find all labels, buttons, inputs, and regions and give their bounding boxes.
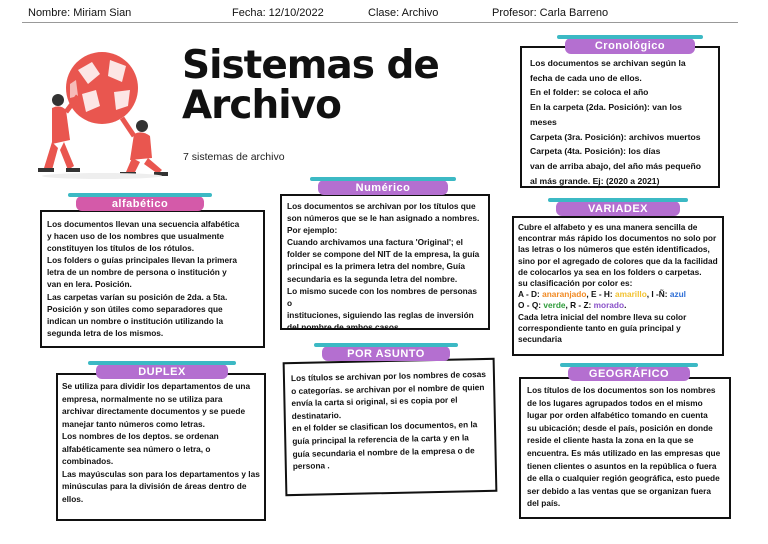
por-asunto-line: en el folder se clasifican los documentos, en la [291,419,478,434]
duplex-line: empresa, normalmente no se utiliza para [62,393,223,404]
por-asunto-tag: POR ASUNTO [322,346,450,361]
por-asunto-card [283,358,498,496]
brush-stroke [314,343,458,347]
duplex-line: Las mayúsculas son para los departamentos y las [62,468,260,479]
duplex-line: minúsculas para la división de áreas dentro de [62,481,247,491]
variadex-line: encontrar más rápido los documentos no solo por [518,233,717,244]
por-asunto-line: persona . [292,460,330,472]
alfabetico-line: letra de un nombre de persona o institución y [47,267,227,278]
cronologico-line: van de arriba abajo, del año más pequeño [530,160,701,171]
brush-stroke [310,177,456,181]
variadex-line: correspondiente tanto en guía principal y [518,322,681,333]
cronologico-text [530,56,710,188]
variadex-line: sino por el agregado de colores que da la facilidad [518,255,718,266]
numerico-line: del nombre de ambos casos. [287,321,401,332]
cronologico-line: En la carpeta (2da. Posición): van los [530,102,682,113]
por-asunto-line: Los títulos se archivan por los nombres de cosas [290,368,487,384]
numerico-line: Por ejemplo: [287,225,338,236]
cronologico-line: Carpeta (3ra. Posición): archivos muertos [530,131,701,142]
por-asunto-text [291,368,489,473]
geografico-line: Los títulos de los documentos son los nombres [527,385,716,395]
numerico-line: Los documentos se archivan por los títulos que [287,201,476,211]
alfabetico-line: Las carpetas varían su posición de 2da. a 5ta. [47,291,228,302]
numerico-line: Lo mismo sucede con los nombres de personas o [287,285,477,308]
geografico-line: ser debido a las ventas que se organizan fuera [527,485,711,496]
por-asunto-line: guía principal la referencia de la carta y en la [292,432,469,447]
cronologico-line: fecha de cada uno de ellos. [530,72,642,83]
duplex-line: ellos. [62,493,84,504]
cronologico-line: al más grande. Ej: (2020 a 2021) [530,175,660,186]
variadex-line: las letras o los números que estén identificados, [518,244,710,255]
duplex-text [62,380,260,505]
cronologico-line: meses [530,116,557,127]
brush-stroke [88,361,236,365]
geografico-line: tienen clientes o asuntos en la república o fuera [527,460,717,471]
geografico-line: reside el cliente hasta la zona en la que se [527,435,694,446]
page-title: Sistemas de Archivo [182,43,439,128]
brush-stroke [548,198,688,202]
numerico-tag: Numérico [318,180,448,195]
variadex-colors-2: O - Q: verde, R - Z: morado. [518,300,627,311]
alfabetico-line: y hacen uso de los nombres que usualmente [47,231,225,242]
numerico-line: folder se compone del NIT de la empresa, la guía [287,249,480,260]
class-name: Clase: Archivo [368,7,439,19]
cronologico-line: En el folder: se coloca el año [530,87,649,98]
cronologico-line: Carpeta (4ta. Posición): los días [530,146,661,157]
alfabetico-line: constituyen los títulos de los rótulos. [47,243,195,254]
student-name: Nombre: Miriam Sian [28,7,132,19]
duplex-line: Se utiliza para dividir los departamentos de una [62,381,251,391]
geografico-tag: GEOGRÁFICO [568,366,690,381]
numerico-line: secundaria es la segunda letra del nombre. [287,273,458,284]
geografico-card [519,377,731,519]
variadex-tag: VARIADEX [556,201,680,216]
numerico-text [287,200,483,333]
teacher-name: Profesor: Carla Barreno [492,7,609,19]
por-asunto-line: guía secundaria el nombre de la empresa o de [292,444,475,459]
variadex-line: secundaria [518,334,562,345]
geografico-line: encuentra. Es más utilizado en las empresas que [527,447,721,458]
por-asunto-line: envía la carta si original, si es copia por el [291,394,458,409]
geografico-line: su ubicación; desde el país, posición en donde [527,422,713,433]
date: Fecha: 12/10/2022 [232,7,324,19]
variadex-line: de colocarlos ya sea en los folders o carpetas. [518,266,702,277]
cronologico-line: Los documentos se archivan según la [530,58,686,68]
brush-stroke [557,35,703,39]
worksheet-header [0,0,768,24]
brush-stroke [68,193,212,197]
alfabetico-card [40,210,265,348]
alfabetico-line: van en lera. Posición. [47,279,132,290]
people-holding-globe-illustration [30,40,175,180]
por-asunto-line: o categorías. se archivan por el nombre de quien [291,381,485,396]
por-asunto-line: destinatario. [291,409,342,421]
duplex-card [56,373,266,521]
variadex-line: su clasificación por color es: [518,278,633,289]
geografico-line: de los lugares agrupados todos en el mismo [527,397,703,408]
geografico-text [527,384,723,510]
page-subtitle: 7 sistemas de archivo [183,151,285,163]
numerico-line: principal es la primera letra del nombre, Guía [287,261,465,272]
numerico-line: instituciones, siguiendo las reglas de inversión [287,309,474,320]
duplex-line: combinados. [62,456,114,466]
alfabetico-line: indican un nombre o institución utilizando la [47,315,224,326]
alfabetico-line: Posición y son útiles como separadores que [47,303,223,314]
cronologico-tag: Cronológico [565,38,695,54]
variadex-line: Cada letra inicial del nombre lleva su color [518,311,687,322]
cronologico-card [520,46,720,188]
variadex-colors-1: A - D: anaranjado, E - H: amarillo, I -Ñ: azul [518,289,686,300]
alfabetico-text [47,218,258,339]
header-divider [22,22,738,23]
numerico-line: Cuando archivamos una factura 'Original'; el [287,237,463,248]
alfabetico-line: Los documentos llevan una secuencia alfabética [47,219,240,229]
duplex-tag: DUPLEX [96,364,228,379]
brush-stroke [560,363,698,367]
numerico-card [280,194,490,330]
variadex-card [512,216,724,356]
alfabetico-tag: alfabético [76,196,204,211]
geografico-line: lugar por orden alfabético tomando en cuenta [527,410,708,421]
duplex-line: alfabéticamente sea número o letra, o [62,443,211,454]
duplex-line: archivar directamente documentos y se puede [62,406,246,416]
duplex-line: manejar tanto números como letras. [62,418,205,429]
alfabetico-line: Los folders o guías principales llevan la primera [47,255,237,266]
variadex-line: Cubre el alfabeto y es una manera sencilla de [518,222,698,232]
duplex-line: Los nombres de los deptos. se ordenan [62,431,219,441]
geografico-line: del país. [527,498,561,509]
variadex-text [518,222,718,289]
alfabetico-line: segunda letra de los mismos. [47,327,164,338]
geografico-line: de ella o cualquier región geográfica, esto puede [527,473,720,484]
numerico-line: son números que se le han asignado a nombres. [287,213,480,224]
variadex-text-after [518,312,718,346]
